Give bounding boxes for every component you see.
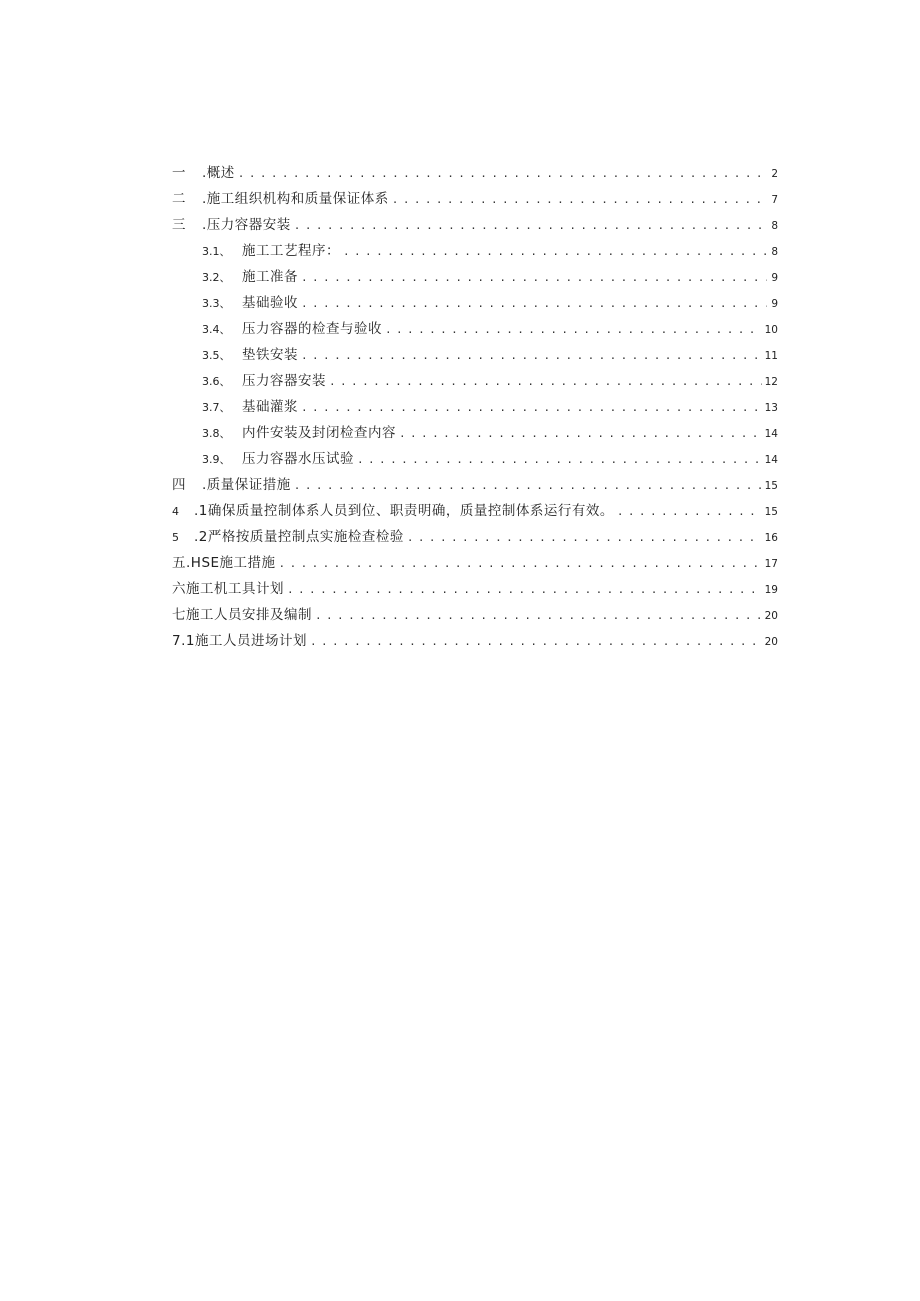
toc-entry-title: 7.1施工人员进场计划 bbox=[172, 633, 307, 649]
toc-entry[interactable] bbox=[172, 628, 778, 654]
toc-entry[interactable] bbox=[172, 524, 778, 550]
toc-entry-page-number: 7 bbox=[771, 194, 778, 206]
toc-entry[interactable] bbox=[172, 160, 778, 186]
toc-entry-title: .压力容器安装 bbox=[202, 217, 291, 233]
toc-entry-title: .1确保质量控制体系人员到位、职责明确，质量控制体系运行有效。 bbox=[194, 503, 614, 519]
toc-dot-leader bbox=[301, 395, 762, 421]
toc-entry[interactable] bbox=[172, 498, 778, 524]
toc-entry-page-number: 11 bbox=[764, 350, 778, 362]
toc-entry-title: 压力容器安装 bbox=[242, 373, 326, 389]
toc-dot-leader bbox=[238, 161, 767, 187]
toc-entry[interactable] bbox=[172, 420, 778, 446]
toc-entry-page-number: 2 bbox=[771, 168, 778, 180]
toc-entry[interactable] bbox=[172, 186, 778, 212]
toc-entry-title: 基础验收 bbox=[242, 295, 298, 311]
toc-entry[interactable] bbox=[172, 446, 778, 472]
toc-entry-page-number: 15 bbox=[764, 506, 778, 518]
toc-entry-number: 3.7、 bbox=[202, 401, 231, 414]
toc-entry-title: .质量保证措施 bbox=[202, 477, 291, 493]
toc-entry-number: 3.8、 bbox=[202, 427, 231, 440]
toc-entry[interactable] bbox=[172, 602, 778, 628]
toc-dot-leader bbox=[385, 317, 762, 343]
toc-entry-page-number: 9 bbox=[771, 298, 778, 310]
table-of-contents bbox=[172, 160, 778, 654]
toc-entry-page-number: 9 bbox=[771, 272, 778, 284]
toc-entry-number: 3.9、 bbox=[202, 453, 231, 466]
toc-entry[interactable] bbox=[172, 290, 778, 316]
toc-entry-page-number: 20 bbox=[764, 610, 778, 622]
toc-entry-page-number: 14 bbox=[764, 454, 778, 466]
toc-entry-page-number: 8 bbox=[771, 246, 778, 258]
toc-entry-number: 一 bbox=[172, 165, 186, 181]
toc-dot-leader bbox=[294, 473, 762, 499]
toc-entry-title: 基础灌浆 bbox=[242, 399, 298, 415]
toc-dot-leader bbox=[399, 421, 762, 447]
toc-entry-number: 四 bbox=[172, 477, 186, 493]
toc-dot-leader bbox=[392, 187, 767, 213]
toc-dot-leader bbox=[301, 343, 762, 369]
toc-dot-leader bbox=[310, 629, 762, 655]
toc-entry[interactable] bbox=[172, 264, 778, 290]
toc-dot-leader bbox=[329, 369, 762, 395]
toc-entry-page-number: 12 bbox=[764, 376, 778, 388]
toc-entry-page-number: 14 bbox=[764, 428, 778, 440]
toc-entry-title: 施工工艺程序： bbox=[242, 243, 340, 259]
toc-entry-page-number: 10 bbox=[764, 324, 778, 336]
toc-entry-number: 4 bbox=[172, 505, 179, 518]
toc-entry-title: 六施工机工具计划 bbox=[172, 581, 284, 597]
toc-entry[interactable] bbox=[172, 550, 778, 576]
toc-entry-page-number: 16 bbox=[764, 532, 778, 544]
toc-dot-leader bbox=[294, 213, 767, 239]
toc-entry-number: 二 bbox=[172, 191, 186, 207]
toc-entry[interactable] bbox=[172, 316, 778, 342]
toc-entry[interactable] bbox=[172, 576, 778, 602]
toc-entry-number: 3.5、 bbox=[202, 349, 231, 362]
toc-entry-page-number: 15 bbox=[764, 480, 778, 492]
toc-entry-title: 施工准备 bbox=[242, 269, 298, 285]
toc-entry-number: 三 bbox=[172, 217, 186, 233]
toc-entry[interactable] bbox=[172, 472, 778, 498]
toc-entry-title: .施工组织机构和质量保证体系 bbox=[202, 191, 389, 207]
toc-entry-title: 五.HSE施工措施 bbox=[172, 555, 276, 571]
toc-dot-leader bbox=[617, 499, 762, 525]
toc-dot-leader bbox=[287, 577, 762, 603]
toc-dot-leader bbox=[343, 239, 767, 265]
toc-entry-number: 3.2、 bbox=[202, 271, 231, 284]
toc-dot-leader bbox=[357, 447, 762, 473]
toc-entry-title: 压力容器的检查与验收 bbox=[242, 321, 382, 337]
toc-entry-page-number: 19 bbox=[764, 584, 778, 596]
toc-entry[interactable] bbox=[172, 238, 778, 264]
toc-dot-leader bbox=[301, 265, 767, 291]
toc-dot-leader bbox=[407, 525, 762, 551]
toc-entry[interactable] bbox=[172, 368, 778, 394]
toc-entry[interactable] bbox=[172, 212, 778, 238]
toc-dot-leader bbox=[301, 291, 767, 317]
toc-entry[interactable] bbox=[172, 394, 778, 420]
toc-entry-title: 七施工人员安排及编制 bbox=[172, 607, 312, 623]
toc-entry-number: 3.4、 bbox=[202, 323, 231, 336]
toc-entry-title: 内件安装及封闭检查内容 bbox=[242, 425, 396, 441]
toc-entry-title: .2严格按质量控制点实施检查检验 bbox=[194, 529, 404, 545]
toc-entry-number: 3.3、 bbox=[202, 297, 231, 310]
toc-entry-title: .概述 bbox=[202, 165, 235, 181]
toc-entry-page-number: 8 bbox=[771, 220, 778, 232]
toc-entry[interactable] bbox=[172, 342, 778, 368]
toc-entry-number: 5 bbox=[172, 531, 179, 544]
toc-entry-title: 垫铁安装 bbox=[242, 347, 298, 363]
toc-entry-page-number: 13 bbox=[764, 402, 778, 414]
toc-entry-page-number: 17 bbox=[764, 558, 778, 570]
toc-entry-number: 3.6、 bbox=[202, 375, 231, 388]
toc-entry-number: 3.1、 bbox=[202, 245, 231, 258]
toc-entry-title: 压力容器水压试验 bbox=[242, 451, 354, 467]
toc-entry-page-number: 20 bbox=[764, 636, 778, 648]
toc-dot-leader bbox=[279, 551, 762, 577]
toc-dot-leader bbox=[315, 603, 762, 629]
